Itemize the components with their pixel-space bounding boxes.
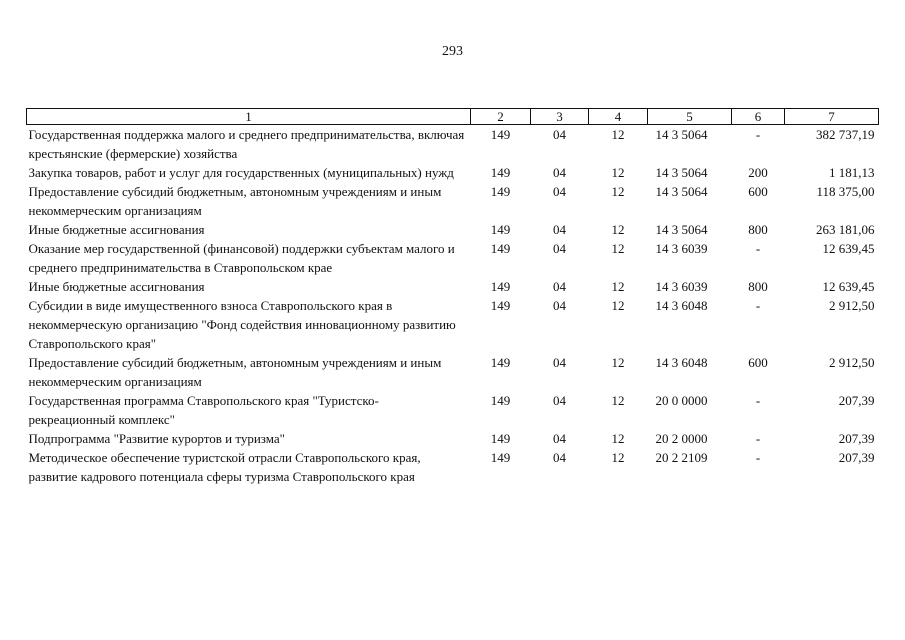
row-col-6: - — [755, 431, 761, 446]
row-col-7: 207,39 — [838, 450, 875, 465]
table-row — [27, 277, 879, 296]
row-col-6: - — [755, 298, 761, 313]
row-name: Предоставление субсидий бюджетным, автономным учреждениям и иным некоммерческим организациям — [28, 355, 442, 389]
header-col-4: 4 — [589, 109, 648, 125]
row-col-4: 12 — [611, 450, 625, 465]
row-col-6: 800 — [748, 222, 768, 237]
row-name: Государственная программа Ставропольского края "Туристско-рекреационный комплекс" — [28, 393, 379, 427]
row-col-7: 1 181,13 — [829, 165, 875, 180]
row-col-6: 800 — [748, 279, 768, 294]
row-col-7: 2 912,50 — [829, 355, 875, 370]
row-col-2: 149 — [490, 165, 511, 180]
row-name: Иные бюджетные ассигнования — [28, 279, 205, 294]
row-col-7: 2 912,50 — [829, 298, 875, 313]
row-col-3: 04 — [553, 222, 566, 237]
row-col-5: 14 3 6048 — [655, 298, 708, 313]
row-col-4: 12 — [611, 241, 625, 256]
header-col-5: 5 — [648, 109, 732, 125]
row-col-7: 263 181,06 — [816, 222, 875, 237]
header-col-6: 6 — [732, 109, 785, 125]
row-col-5: 14 3 6039 — [655, 241, 708, 256]
row-col-2: 149 — [490, 241, 511, 256]
table-row — [27, 296, 879, 353]
row-col-3: 04 — [553, 279, 566, 294]
row-col-3: 04 — [553, 450, 566, 465]
row-col-4: 12 — [611, 298, 625, 313]
row-col-5: 14 3 6048 — [655, 355, 708, 370]
row-col-2: 149 — [490, 431, 511, 446]
row-col-5: 14 3 5064 — [655, 184, 708, 199]
row-col-6: - — [755, 241, 761, 256]
row-col-3: 04 — [553, 241, 566, 256]
row-col-3: 04 — [553, 184, 566, 199]
table-row — [27, 353, 879, 391]
table-row — [27, 448, 879, 486]
row-name: Подпрограмма "Развитие курортов и туризма" — [28, 431, 285, 446]
row-col-7: 382 737,19 — [816, 127, 875, 142]
row-col-7: 12 639,45 — [822, 241, 875, 256]
row-col-5: 20 0 0000 — [655, 393, 708, 408]
row-col-7: 12 639,45 — [822, 279, 875, 294]
row-col-2: 149 — [490, 355, 511, 370]
row-col-2: 149 — [490, 222, 511, 237]
table-body — [27, 125, 879, 487]
row-col-6: - — [755, 450, 761, 465]
row-col-2: 149 — [490, 184, 511, 199]
header-col-2: 2 — [471, 109, 531, 125]
row-col-3: 04 — [553, 431, 566, 446]
page-number: 293 — [442, 44, 463, 59]
table-row — [27, 429, 879, 448]
row-name: Методическое обеспечение туристской отрасли Ставропольского края, развитие кадрового потенциала сферы туризма Ставропольского края — [28, 450, 421, 484]
budget-table — [26, 108, 879, 486]
table-row — [27, 220, 879, 239]
table-row — [27, 163, 879, 182]
row-col-3: 04 — [553, 127, 566, 142]
row-col-5: 14 3 5064 — [655, 222, 708, 237]
row-name: Государственная поддержка малого и среднего предпринимательства, включая крестьянские (фермерские) хозяйства — [28, 127, 465, 161]
row-name: Иные бюджетные ассигнования — [28, 222, 205, 237]
table-row — [27, 239, 879, 277]
row-col-7: 207,39 — [838, 431, 875, 446]
row-col-4: 12 — [611, 393, 625, 408]
row-col-6: - — [755, 127, 761, 142]
row-col-4: 12 — [611, 165, 625, 180]
row-col-6: - — [755, 393, 761, 408]
row-col-5: 20 2 0000 — [655, 431, 708, 446]
row-col-2: 149 — [490, 279, 511, 294]
row-col-4: 12 — [611, 184, 625, 199]
row-col-4: 12 — [611, 431, 625, 446]
row-col-3: 04 — [553, 165, 566, 180]
table-row — [27, 182, 879, 220]
row-col-3: 04 — [553, 355, 566, 370]
row-col-5: 14 3 6039 — [655, 279, 708, 294]
row-col-4: 12 — [611, 127, 625, 142]
row-col-4: 12 — [611, 279, 625, 294]
row-col-5: 20 2 2109 — [655, 450, 708, 465]
row-col-3: 04 — [553, 393, 566, 408]
table-row — [27, 391, 879, 429]
row-name: Закупка товаров, работ и услуг для государственных (муниципальных) нужд — [28, 165, 454, 180]
header-col-1: 1 — [27, 109, 471, 125]
header-col-3: 3 — [531, 109, 589, 125]
header-col-7: 7 — [785, 109, 879, 125]
row-name: Предоставление субсидий бюджетным, автономным учреждениям и иным некоммерческим организациям — [28, 184, 442, 218]
row-name: Субсидии в виде имущественного взноса Ставропольского края в некоммерческую организацию "Фонд содействия инновационному развитию Ставропольского края" — [28, 298, 456, 351]
table-row — [27, 125, 879, 164]
row-col-4: 12 — [611, 355, 625, 370]
row-col-5: 14 3 5064 — [655, 127, 708, 142]
row-col-2: 149 — [490, 298, 511, 313]
row-col-6: 600 — [748, 184, 768, 199]
row-col-3: 04 — [553, 298, 566, 313]
row-col-6: 600 — [748, 355, 768, 370]
row-col-7: 207,39 — [838, 393, 875, 408]
row-name: Оказание мер государственной (финансовой) поддержки субъектам малого и среднего предпринимательства в Ставропольском крае — [28, 241, 455, 275]
row-col-2: 149 — [490, 450, 511, 465]
row-col-5: 14 3 5064 — [655, 165, 708, 180]
row-col-2: 149 — [490, 393, 511, 408]
row-col-7: 118 375,00 — [816, 184, 875, 199]
row-col-2: 149 — [490, 127, 511, 142]
row-col-6: 200 — [748, 165, 768, 180]
header-row — [27, 109, 879, 125]
row-col-4: 12 — [611, 222, 625, 237]
